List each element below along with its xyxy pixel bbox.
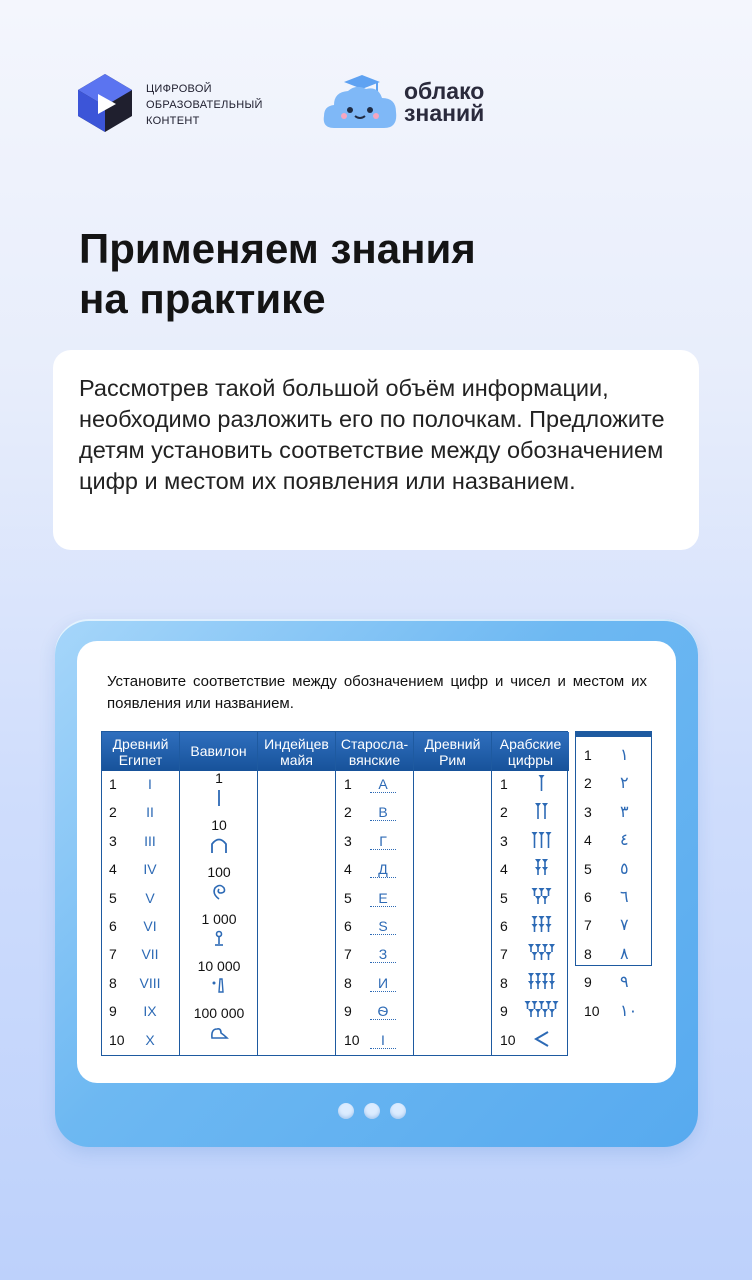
egypt-symbol: II (146, 804, 154, 821)
slavic-number: 7 (344, 946, 352, 963)
egypt-symbol: I (148, 776, 152, 792)
side-symbol: ٧ (620, 915, 629, 935)
side-number: 4 (584, 832, 592, 849)
side-number: 3 (584, 803, 592, 820)
numerals-table (101, 731, 568, 1056)
header-slavic (336, 732, 413, 771)
cloud-mascot-icon (322, 72, 400, 132)
header-maya-line-1: Индейцев (264, 736, 329, 752)
header-rome (414, 732, 491, 771)
header-maya (258, 732, 335, 771)
cuneiform-glyph-icon (524, 1029, 560, 1049)
slavic-letter: S (370, 918, 396, 935)
cuneiform-glyph-icon (524, 830, 560, 850)
slavic-number: 5 (344, 889, 352, 906)
side-number: 1 (584, 747, 592, 763)
side-number: 10 (584, 1002, 600, 1019)
egypt-number: 8 (109, 974, 117, 991)
egypt-symbol: VI (143, 918, 157, 934)
babylon-value: 1 000 (201, 911, 237, 927)
side-number: 5 (584, 860, 592, 877)
slavic-number: 8 (344, 974, 352, 991)
egypt-symbol: III (144, 832, 156, 849)
egypt-symbol: IX (143, 1003, 157, 1020)
babylon-glyph-icon (209, 929, 229, 949)
column-rome (414, 732, 492, 1055)
slavic-number: 3 (344, 832, 352, 849)
side-row (576, 883, 651, 911)
egypt-number: 9 (109, 1003, 117, 1020)
egypt-symbol: V (145, 889, 155, 906)
slavic-number: 2 (344, 804, 352, 821)
logo-line-3: КОНТЕНТ (146, 115, 200, 127)
egypt-number: 4 (109, 861, 117, 878)
side-number: 8 (584, 945, 592, 962)
slavic-letter: Е (370, 890, 396, 907)
tablet-frame (55, 619, 698, 1147)
header-slavic-line-2: вянские (348, 752, 401, 768)
side-symbol: ٢ (620, 773, 629, 793)
babylon-glyph-icon (209, 788, 229, 808)
pager-dot-3[interactable] (390, 1103, 406, 1119)
header-slavic-line-1: Старосла- (340, 736, 409, 752)
arabic-number: 5 (500, 889, 508, 906)
side-symbol: ٦ (620, 887, 629, 906)
arabic-number: 2 (500, 804, 508, 821)
side-row (576, 968, 651, 996)
egypt-number: 2 (109, 804, 117, 821)
side-symbol: ٣ (620, 801, 629, 821)
slavic-letter: З (370, 946, 396, 963)
side-row (576, 798, 651, 826)
pager-dots (338, 1103, 406, 1119)
title-line-1: Применяем знания (79, 225, 476, 272)
side-numerals-list (575, 731, 652, 1020)
logo-word-2: знаний (404, 100, 485, 126)
title-line-2: на практике (79, 275, 326, 322)
oblako-znaniy-logo (322, 72, 522, 134)
side-row (576, 911, 651, 939)
cuneiform-glyph-icon (524, 972, 560, 992)
slavic-letter: І (370, 1032, 396, 1049)
egypt-symbol: X (145, 1031, 155, 1048)
side-symbol: ٨ (620, 943, 629, 963)
tablet-screen (77, 641, 676, 1083)
cuneiform-glyph-icon (524, 858, 560, 878)
side-number: 2 (584, 775, 592, 792)
column-arabic (492, 732, 569, 1055)
side-number: 9 (584, 974, 592, 991)
header-rome-line-1: Древний (424, 736, 481, 752)
arabic-number: 8 (500, 974, 508, 991)
cuneiform-glyph-icon (524, 773, 560, 793)
side-row (576, 769, 651, 797)
column-slavic (336, 732, 414, 1055)
logo-word-1: облако (404, 78, 485, 104)
slavic-number: 4 (344, 861, 352, 878)
side-row (576, 997, 651, 1025)
egypt-number: 1 (109, 776, 117, 792)
egypt-number: 6 (109, 918, 117, 934)
cuneiform-glyph-icon (524, 915, 560, 935)
side-number: 7 (584, 917, 592, 934)
play-cube-icon (74, 72, 136, 134)
logo-line-2: ОБРАЗОВАТЕЛЬНЫЙ (146, 99, 263, 111)
header-rome-line-2: Рим (439, 752, 466, 768)
babylon-glyph-icon (209, 835, 229, 855)
slavic-number: 9 (344, 1003, 352, 1020)
pager-dot-1[interactable] (338, 1103, 354, 1119)
pager-dot-2[interactable] (364, 1103, 380, 1119)
header-egypt-line-1: Древний (112, 736, 169, 752)
side-symbol: ١ (620, 745, 629, 764)
slavic-letter: Д (370, 861, 396, 878)
column-egypt (102, 732, 180, 1055)
egypt-symbol: IV (143, 861, 157, 878)
babylon-value: 100 000 (193, 1005, 245, 1021)
egypt-symbol: VIII (139, 974, 161, 991)
babylon-value: 1 (215, 770, 223, 786)
side-symbol: ٩ (620, 972, 629, 992)
babylon-value: 10 (211, 817, 227, 833)
side-symbol: ٤ (620, 830, 629, 850)
cuneiform-glyph-icon (524, 801, 560, 821)
slavic-number: 10 (344, 1031, 360, 1048)
babylon-glyph-icon (209, 1023, 229, 1043)
header-egypt-line-2: Египет (118, 752, 163, 768)
arabic-number: 7 (500, 946, 508, 963)
header-arabic-line-2: цифры (507, 752, 554, 768)
side-number: 6 (584, 889, 592, 905)
babylon-glyph-icon (209, 976, 229, 996)
intro-card (53, 350, 699, 550)
cuneiform-glyph-icon (524, 943, 560, 963)
babylon-value: 10 000 (197, 958, 241, 974)
arabic-number: 6 (500, 918, 508, 934)
intro-text: Рассмотрев такой большой объём информации, необходимо разложить его по полочкам. Предложите детям установить соответствие между обозначением цифр и местом их появления или названием. (79, 375, 665, 494)
side-row (576, 826, 651, 854)
side-row (576, 940, 651, 968)
egypt-number: 5 (109, 889, 117, 906)
header-maya-line-2: майя (280, 752, 313, 768)
cuneiform-glyph-icon (524, 1000, 560, 1020)
arabic-number: 4 (500, 861, 508, 878)
babylon-value: 100 (207, 864, 231, 880)
column-maya (258, 732, 336, 1055)
slavic-number: 1 (344, 776, 352, 792)
header-arabic (492, 732, 569, 771)
cuneiform-glyph-icon (524, 887, 560, 907)
egypt-symbol: VII (141, 946, 159, 963)
egypt-number: 3 (109, 832, 117, 849)
digital-content-logo (74, 72, 284, 134)
egypt-number: 7 (109, 946, 117, 963)
header-babylon (180, 732, 257, 771)
slavic-letter: В (370, 804, 396, 821)
side-row (576, 855, 651, 883)
arabic-number: 9 (500, 1003, 508, 1020)
babylon-glyph-icon (209, 882, 229, 902)
egypt-number: 10 (109, 1031, 125, 1048)
header-babylon-line-1: Вавилон (190, 743, 247, 759)
side-symbol: ١٠ (620, 1000, 638, 1020)
column-babylon (180, 732, 258, 1055)
slavic-letter: Ѳ (370, 1003, 396, 1020)
arabic-number: 1 (500, 776, 508, 792)
slavic-letter: Г (370, 833, 396, 850)
logo-line-1: ЦИФРОВОЙ (146, 83, 212, 95)
arabic-number: 10 (500, 1031, 516, 1048)
slavic-number: 6 (344, 918, 352, 934)
side-row (576, 741, 651, 769)
page-title (79, 224, 639, 324)
slavic-letter: И (370, 975, 396, 992)
side-symbol: ٥ (620, 858, 629, 878)
slavic-letter: А (370, 776, 396, 793)
header-arabic-line-1: Арабские (499, 736, 562, 752)
arabic-number: 3 (500, 832, 508, 849)
task-text: Установите соответствие между обозначением цифр и чисел и местом их появления или названием. (107, 673, 647, 712)
header-egypt (102, 732, 179, 771)
